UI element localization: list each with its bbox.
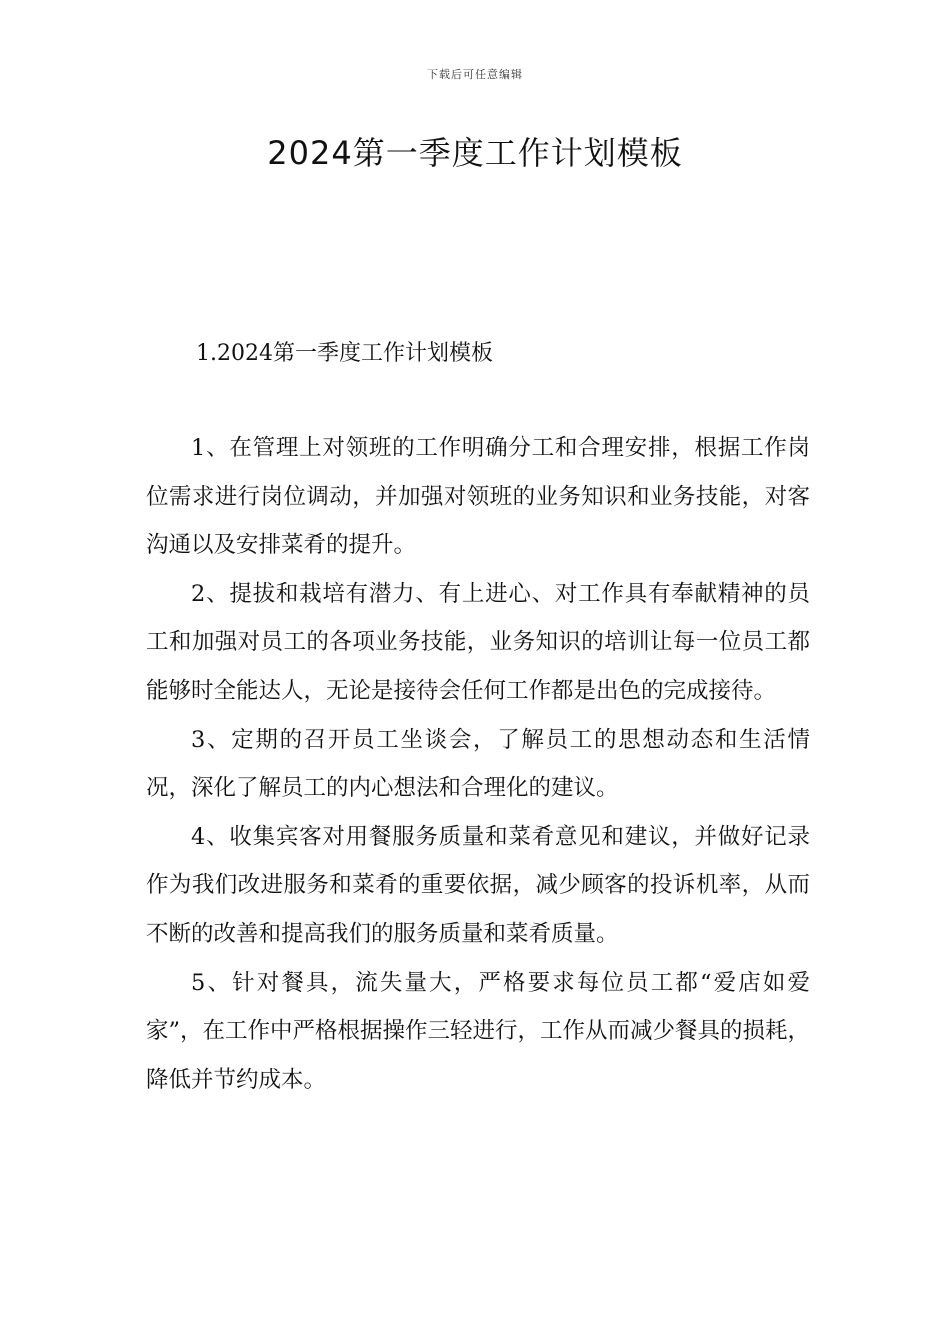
paragraph-5: 5、针对餐具，流失量大，严格要求每位员工都“爱店如爱家”，在工作中严格根据操作三轻进行，工作从而减少餐具的损耗，降低并节约成本。: [146, 969, 811, 1093]
section-heading: 1.2024第一季度工作计划模板: [196, 341, 493, 366]
paragraph-4: 4、收集宾客对用餐服务质量和菜肴意见和建议，并做好记录作为我们改进服务和菜肴的重要依据，减少顾客的投诉机率，从而不断的改善和提高我们的服务质量和菜肴质量。: [146, 823, 810, 947]
header-note: 下载后可任意编辑: [427, 68, 523, 81]
paragraph-3: 3、定期的召开员工坐谈会，了解员工的思想动态和生活情况，深化了解员工的内心想法和合理化的建议。: [146, 726, 810, 802]
document-body: [146, 424, 810, 1104]
document-title: 2024第一季度工作计划模板: [267, 134, 683, 172]
paragraph-2: 2、提拔和栽培有潜力、有上进心、对工作具有奉献精神的员工和加强对员工的各项业务技能，业务知识的培训让每一位员工都能够时全能达人，无论是接待会任何工作都是出色的完成接待。: [146, 580, 810, 704]
paragraph-1: 1、在管理上对领班的工作明确分工和合理安排，根据工作岗位需求进行岗位调动，并加强对领班的业务知识和业务技能，对客沟通以及安排菜肴的提升。: [146, 435, 810, 559]
